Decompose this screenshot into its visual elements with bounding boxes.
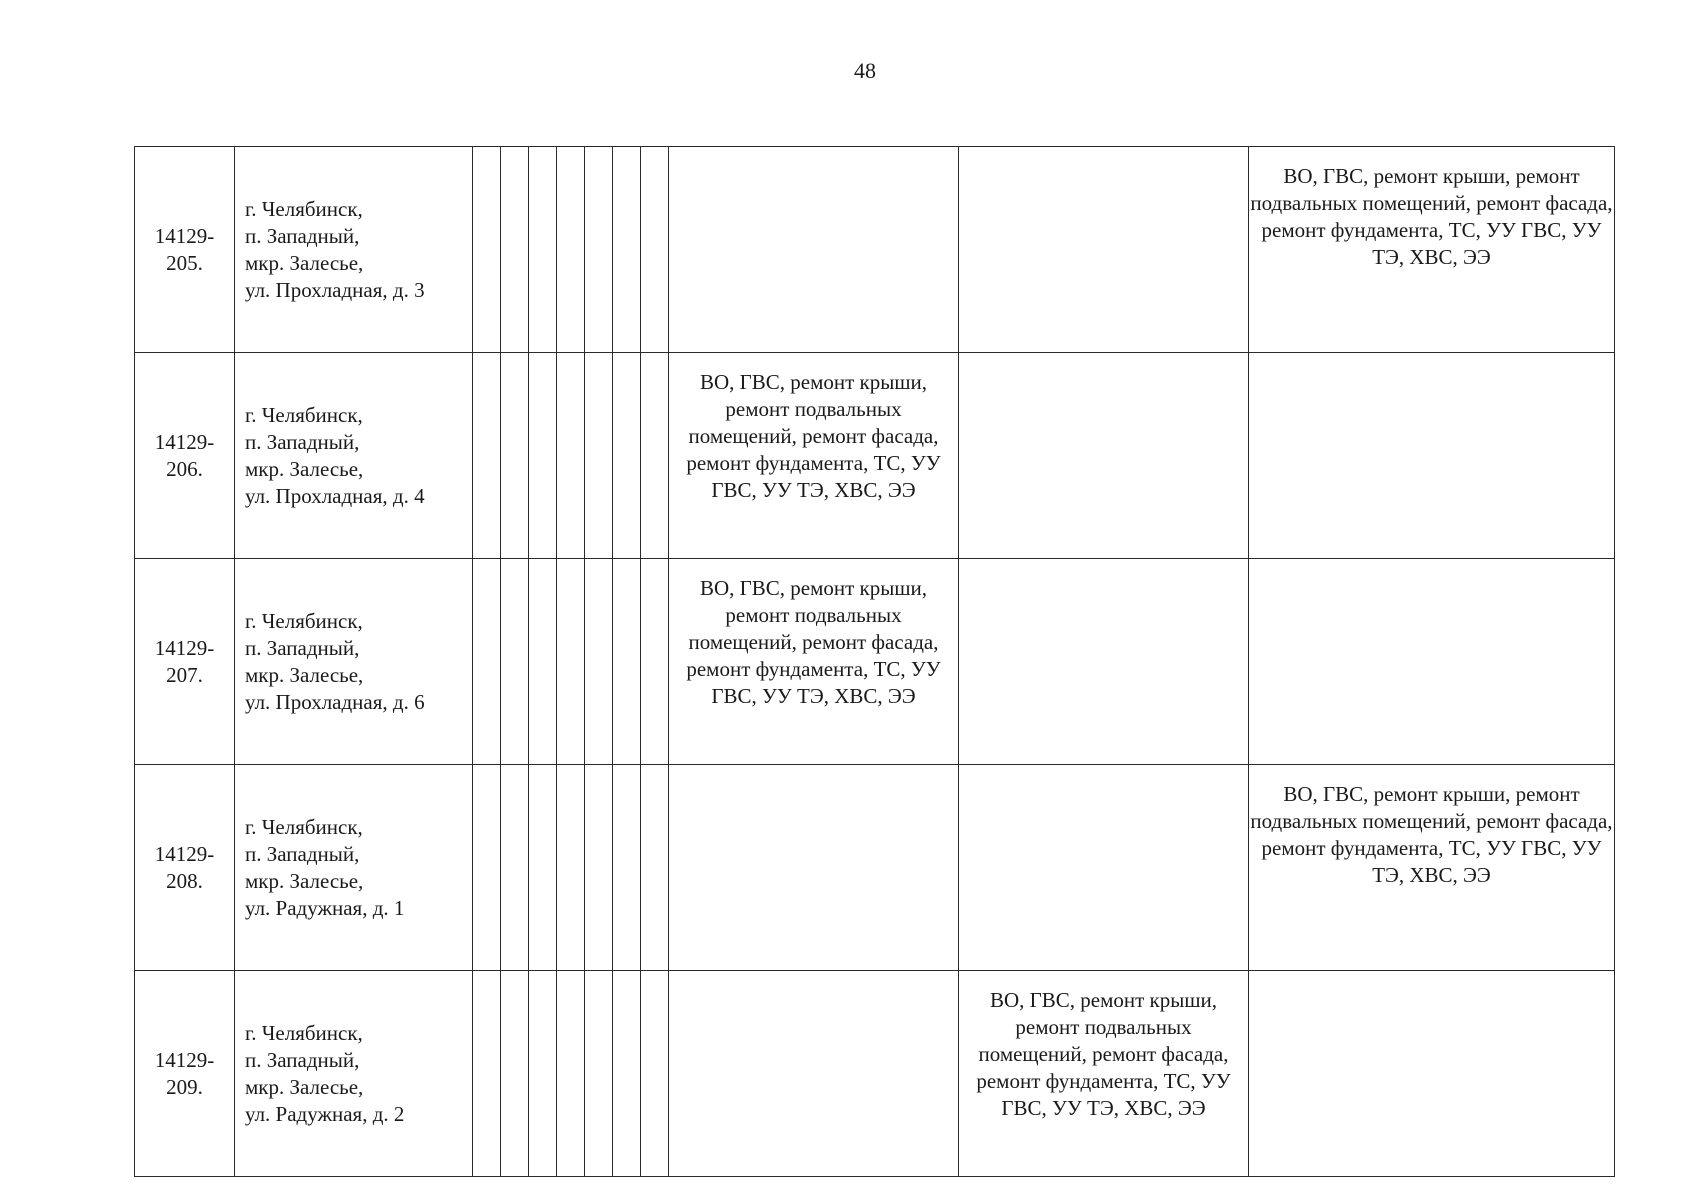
row-address-line: г. Челябинск, [245,402,363,427]
row-address-line: п. Западный, [245,841,360,866]
row-empty-cell [641,765,669,971]
row-empty-cell [613,765,641,971]
row-address-line: ул. Радужная, д. 2 [245,1101,405,1126]
row-code-line: 14129- [154,223,215,248]
row-work-cell-2: ВО, ГВС, ремонт крыши, ремонт подвальных помещений, ремонт фасада, ремонт фундамента, ТС, УУ ГВС, УУ ТЭ, ХВС, ЭЭ [959,971,1249,1177]
table-row [135,353,1615,559]
row-empty-cell [529,559,557,765]
row-work-cell-3 [1249,971,1615,1177]
row-empty-cell [529,353,557,559]
row-address-line: г. Челябинск, [245,608,363,633]
row-empty-cell [473,971,501,1177]
row-code-line: 207. [166,662,203,687]
row-empty-cell [501,971,529,1177]
row-empty-cell [585,353,613,559]
row-empty-cell [585,971,613,1177]
row-empty-cell [529,765,557,971]
row-work-cell-3: ВО, ГВС, ремонт крыши, ремонт подвальных помещений, ремонт фасада, ремонт фундамента, ТС, УУ ГВС, УУ ТЭ, ХВС, ЭЭ [1249,765,1615,971]
table-body [135,147,1615,1177]
table-row [135,559,1615,765]
row-empty-cell [641,353,669,559]
row-work-cell-2 [959,353,1249,559]
row-empty-cell [613,559,641,765]
row-empty-cell [557,353,585,559]
row-code-line: 14129- [154,429,215,454]
row-work-cell-2 [959,147,1249,353]
row-address-line: п. Западный, [245,635,360,660]
row-code-line: 206. [166,456,203,481]
row-code-line: 14129- [154,841,215,866]
row-address-cell [235,765,473,971]
row-empty-cell [585,765,613,971]
row-work-cell-1 [669,971,959,1177]
row-address-line: мкр. Залесье, [245,868,364,893]
row-work-cell-3: ВО, ГВС, ремонт крыши, ремонт подвальных помещений, ремонт фасада, ремонт фундамента, ТС, УУ ГВС, УУ ТЭ, ХВС, ЭЭ [1249,147,1615,353]
row-code-cell [135,971,235,1177]
row-address-line: п. Западный, [245,429,360,454]
row-address-cell [235,559,473,765]
row-address-line: мкр. Залесье, [245,662,364,687]
row-empty-cell [613,971,641,1177]
row-address-cell [235,353,473,559]
row-empty-cell [501,765,529,971]
row-empty-cell [501,353,529,559]
row-address-line: мкр. Залесье, [245,250,364,275]
row-work-cell-1 [669,765,959,971]
row-work-cell-3 [1249,353,1615,559]
row-address-line: мкр. Залесье, [245,456,364,481]
row-empty-cell [641,559,669,765]
row-empty-cell [501,559,529,765]
row-work-cell-2 [959,559,1249,765]
page-number: 48 [854,58,876,83]
row-empty-cell [557,559,585,765]
row-empty-cell [529,147,557,353]
row-address-line: ул. Прохладная, д. 6 [245,689,425,714]
row-empty-cell [613,353,641,559]
row-empty-cell [473,353,501,559]
row-empty-cell [641,971,669,1177]
row-empty-cell [557,765,585,971]
row-code-line: 205. [166,250,203,275]
row-empty-cell [557,971,585,1177]
table-row [135,971,1615,1177]
row-work-cell-1: ВО, ГВС, ремонт крыши, ремонт подвальных помещений, ремонт фасада, ремонт фундамента, ТС, УУ ГВС, УУ ТЭ, ХВС, ЭЭ [669,353,959,559]
row-address-line: мкр. Залесье, [245,1074,364,1099]
row-empty-cell [473,765,501,971]
row-work-cell-3 [1249,559,1615,765]
row-empty-cell [501,147,529,353]
row-code-cell [135,147,235,353]
row-address-line: г. Челябинск, [245,1020,363,1045]
row-address-line: ул. Радужная, д. 1 [245,895,405,920]
row-empty-cell [557,147,585,353]
table-row [135,765,1615,971]
row-empty-cell [613,147,641,353]
row-empty-cell [585,147,613,353]
program-table [134,146,1615,1177]
row-empty-cell [473,147,501,353]
row-work-cell-1 [669,147,959,353]
row-work-cell-2 [959,765,1249,971]
row-address-line: г. Челябинск, [245,196,363,221]
row-address-line: г. Челябинск, [245,814,363,839]
row-code-cell [135,559,235,765]
row-work-cell-1: ВО, ГВС, ремонт крыши, ремонт подвальных помещений, ремонт фасада, ремонт фундамента, ТС, УУ ГВС, УУ ТЭ, ХВС, ЭЭ [669,559,959,765]
row-code-line: 14129- [154,635,215,660]
row-address-cell [235,971,473,1177]
row-code-line: 14129- [154,1047,215,1072]
row-empty-cell [585,559,613,765]
row-address-cell [235,147,473,353]
table-row [135,147,1615,353]
row-address-line: ул. Прохладная, д. 3 [245,277,425,302]
row-code-cell [135,765,235,971]
row-empty-cell [529,971,557,1177]
row-code-line: 208. [166,868,203,893]
row-address-line: п. Западный, [245,1047,360,1072]
row-address-line: п. Западный, [245,223,360,248]
row-empty-cell [473,559,501,765]
row-address-line: ул. Прохладная, д. 4 [245,483,425,508]
row-empty-cell [641,147,669,353]
row-code-line: 209. [166,1074,203,1099]
row-code-cell [135,353,235,559]
